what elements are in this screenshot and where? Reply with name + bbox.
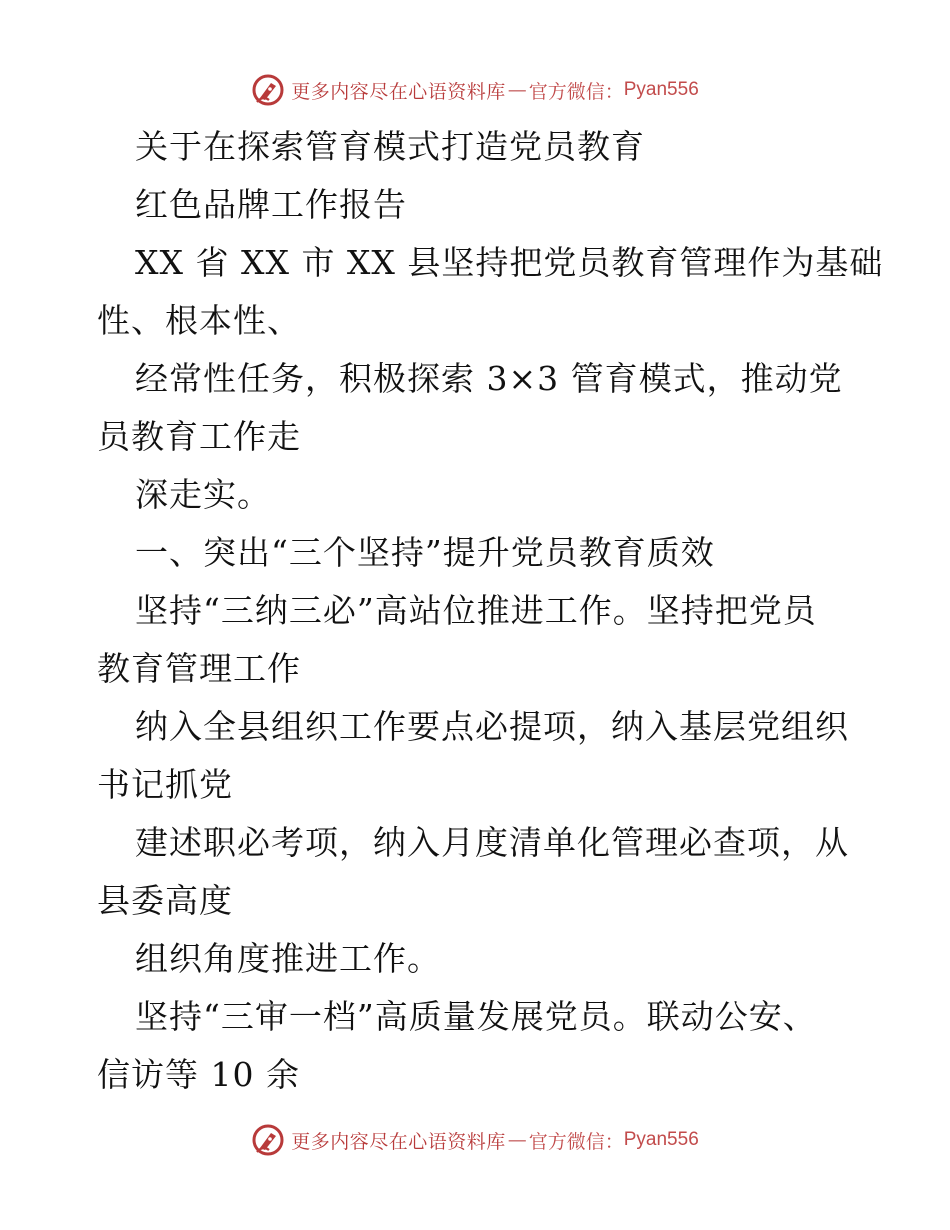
section-heading: 一、突出“三个坚持”提升党员教育质效	[135, 533, 715, 572]
document-body	[97, 118, 884, 1104]
text-line: 红色品牌工作报告	[135, 185, 407, 224]
text-line: 书记抓党	[97, 765, 233, 804]
watermark-dash: —	[507, 1129, 527, 1151]
text-line: 县委高度	[97, 881, 233, 920]
watermark-id: Pyan556	[623, 79, 699, 100]
text-line: 建述职必考项，纳入月度清单化管理必查项，从	[135, 823, 849, 862]
text-line: 纳入全县组织工作要点必提项，纳入基层党组织	[135, 707, 849, 746]
watermark-brand: 更多内容尽在心语资料库	[291, 80, 506, 103]
text-line: 员教育工作走	[97, 417, 301, 456]
text-line: 信访等 10 余	[97, 1055, 300, 1094]
text-line: 教育管理工作	[97, 649, 301, 688]
watermark-brand: 更多内容尽在心语资料库	[291, 1130, 506, 1153]
text-line: 关于在探索管育模式打造党员教育	[135, 127, 645, 166]
watermark-id: Pyan556	[623, 1129, 699, 1150]
text-line: 性、根本性、	[97, 301, 301, 340]
text-line: 经常性任务，积极探索 3×3 管育模式，推动党	[135, 359, 843, 398]
pen-nib-logo-icon	[251, 1123, 285, 1157]
footer-watermark	[0, 1120, 950, 1160]
watermark-label: 官方微信：	[528, 1130, 624, 1153]
header-watermark	[0, 70, 950, 110]
watermark-label: 官方微信：	[528, 80, 624, 103]
text-line: XX 省 XX 市 XX 县坚持把党员教育管理作为基础	[135, 243, 884, 282]
pen-nib-logo-icon	[251, 73, 285, 107]
watermark-dash: —	[507, 79, 527, 101]
text-line: 坚持“三纳三必”高站位推进工作。坚持把党员	[135, 591, 817, 630]
text-line: 深走实。	[135, 475, 271, 514]
text-line: 组织角度推进工作。	[135, 939, 441, 978]
text-line: 坚持“三审一档”高质量发展党员。联动公安、	[135, 997, 817, 1036]
